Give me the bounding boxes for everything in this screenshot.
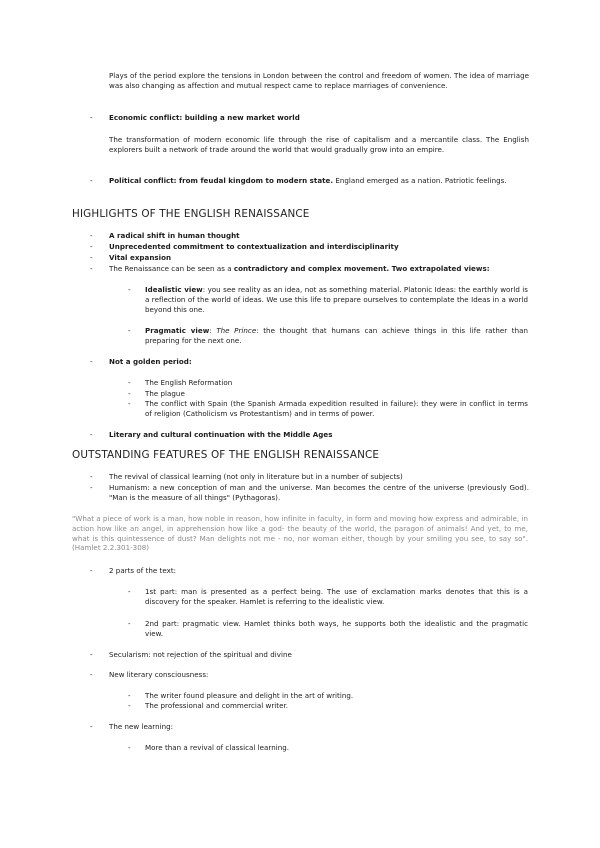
bullet-dash: - <box>90 472 93 481</box>
golden-item: The plague <box>145 389 185 398</box>
bullet-dash: - <box>90 176 93 185</box>
women-paragraph: Plays of the period explore the tensions in London between the control and freedom of women. The idea of marriage was also changing as affection and mutual respect came to replace marriages of convenience. <box>109 71 529 90</box>
idealistic-text: : you see reality as an idea, not as something material. Platonic Ideas: the earthly world is a reflection of the world of ideas. We use this life to prepare ourselves to contemplate the Ideas in a world beyond this one. <box>145 285 528 314</box>
renaissance-text: The Renaissance can be seen as a <box>109 264 234 273</box>
golden-item: The conflict with Spain (the Spanish Armada expedition resulted in failure): they were in conflict in terms of religion (Catholicism vs Protestantism) and in terms of power. <box>145 399 528 418</box>
bullet-dash: - <box>128 619 131 628</box>
continuation-item: Literary and cultural continuation with the Middle Ages <box>109 430 333 439</box>
literary-item: The professional and commercial writer. <box>145 701 289 710</box>
idealistic-view-item <box>145 285 528 314</box>
bullet-dash: - <box>90 113 93 122</box>
features-item: The revival of classical learning (not only in literature but in a number of subjects) <box>109 472 403 481</box>
hamlet-quote: "What a piece of work is a man, how noble in reason, how infinite in faculty, in form and moving how express and admirable, in action how like an angel, in apprehension how like a god- the beauty of the world, the paragon of animals! And yet, to me, what is this quintessence of dust? Man delights not me - no, nor woman either, though by your smiling you see, to say so". (Hamlet 2.2.301-308) <box>72 514 528 553</box>
bullet-dash: - <box>90 264 93 273</box>
literary-title: New literary consciousness: <box>109 670 209 679</box>
bullet-dash: - <box>90 483 93 492</box>
the-prince-title: The Prince <box>216 326 257 335</box>
part-one: 1st part: man is presented as a perfect being. The use of exclamation marks denotes that this is a discovery for the speaker. Hamlet is referring to the idealistic view. <box>145 587 528 606</box>
pragmatic-label: Pragmatic view <box>145 326 210 335</box>
features-item: Humanism: a new conception of man and the universe. Man becomes the centre of the universe (previously God). "Man is the measure of all things" (Pythagoras). <box>109 483 529 502</box>
pragmatic-view-item <box>145 326 528 346</box>
bullet-dash: - <box>90 722 93 731</box>
bullet-dash: - <box>128 399 131 408</box>
bullet-dash: - <box>90 650 93 659</box>
golden-period-title: Not a golden period: <box>109 357 192 366</box>
bullet-dash: - <box>90 430 93 439</box>
highlights-item: Unprecedented commitment to contextualization and interdisciplinarity <box>109 242 399 251</box>
bullet-dash: - <box>128 701 131 710</box>
idealistic-label: Idealistic view <box>145 285 203 294</box>
bullet-dash: - <box>128 326 131 335</box>
secularism-item: Secularism: not rejection of the spiritual and divine <box>109 650 292 659</box>
bullet-dash: - <box>128 389 131 398</box>
bullet-dash: - <box>90 670 93 679</box>
bullet-dash: - <box>90 566 93 575</box>
political-conflict-item <box>109 176 529 186</box>
pragmatic-colon: : <box>209 326 217 335</box>
learning-title: The new learning: <box>109 722 174 731</box>
bullet-dash: - <box>90 253 93 262</box>
literary-item: The writer found pleasure and delight in the art of writing. <box>145 691 354 700</box>
renaissance-bold: contradictory and complex movement. Two extrapolated views: <box>233 264 490 273</box>
bullet-dash: - <box>128 378 131 387</box>
features-heading: OUTSTANDING FEATURES OF THE ENGLISH RENAISSANCE <box>72 449 380 461</box>
pragmatic-text: : the thought that humans can achieve things in this life rather than preparing for the next one. <box>145 326 528 345</box>
bullet-dash: - <box>90 231 93 240</box>
renaissance-item <box>109 264 529 274</box>
bullet-dash: - <box>128 743 131 752</box>
bullet-dash: - <box>128 285 131 294</box>
highlights-heading: HIGHLIGHTS OF THE ENGLISH RENAISSANCE <box>72 208 310 220</box>
golden-item: The English Reformation <box>145 378 233 387</box>
bullet-dash: - <box>90 242 93 251</box>
economic-conflict-title: Economic conflict: building a new market world <box>109 113 300 122</box>
part-two: 2nd part: pragmatic view. Hamlet thinks both ways, he supports both the idealistic and the pragmatic view. <box>145 619 528 638</box>
learning-item: More than a revival of classical learning. <box>145 743 290 752</box>
political-conflict-title: Political conflict: from feudal kingdom to modern state. <box>109 176 334 185</box>
bullet-dash: - <box>128 587 131 596</box>
highlights-item: Vital expansion <box>109 253 172 262</box>
economic-paragraph: The transformation of modern economic life through the rise of capitalism and a mercantile class. The English explorers built a network of trade around the world that would gradually grow into an empire. <box>109 135 529 154</box>
political-conflict-text: England emerged as a nation. Patriotic feelings. <box>333 176 507 185</box>
bullet-dash: - <box>128 691 131 700</box>
parts-title: 2 parts of the text: <box>109 566 177 575</box>
bullet-dash: - <box>90 357 93 366</box>
highlights-item: A radical shift in human thought <box>109 231 240 240</box>
